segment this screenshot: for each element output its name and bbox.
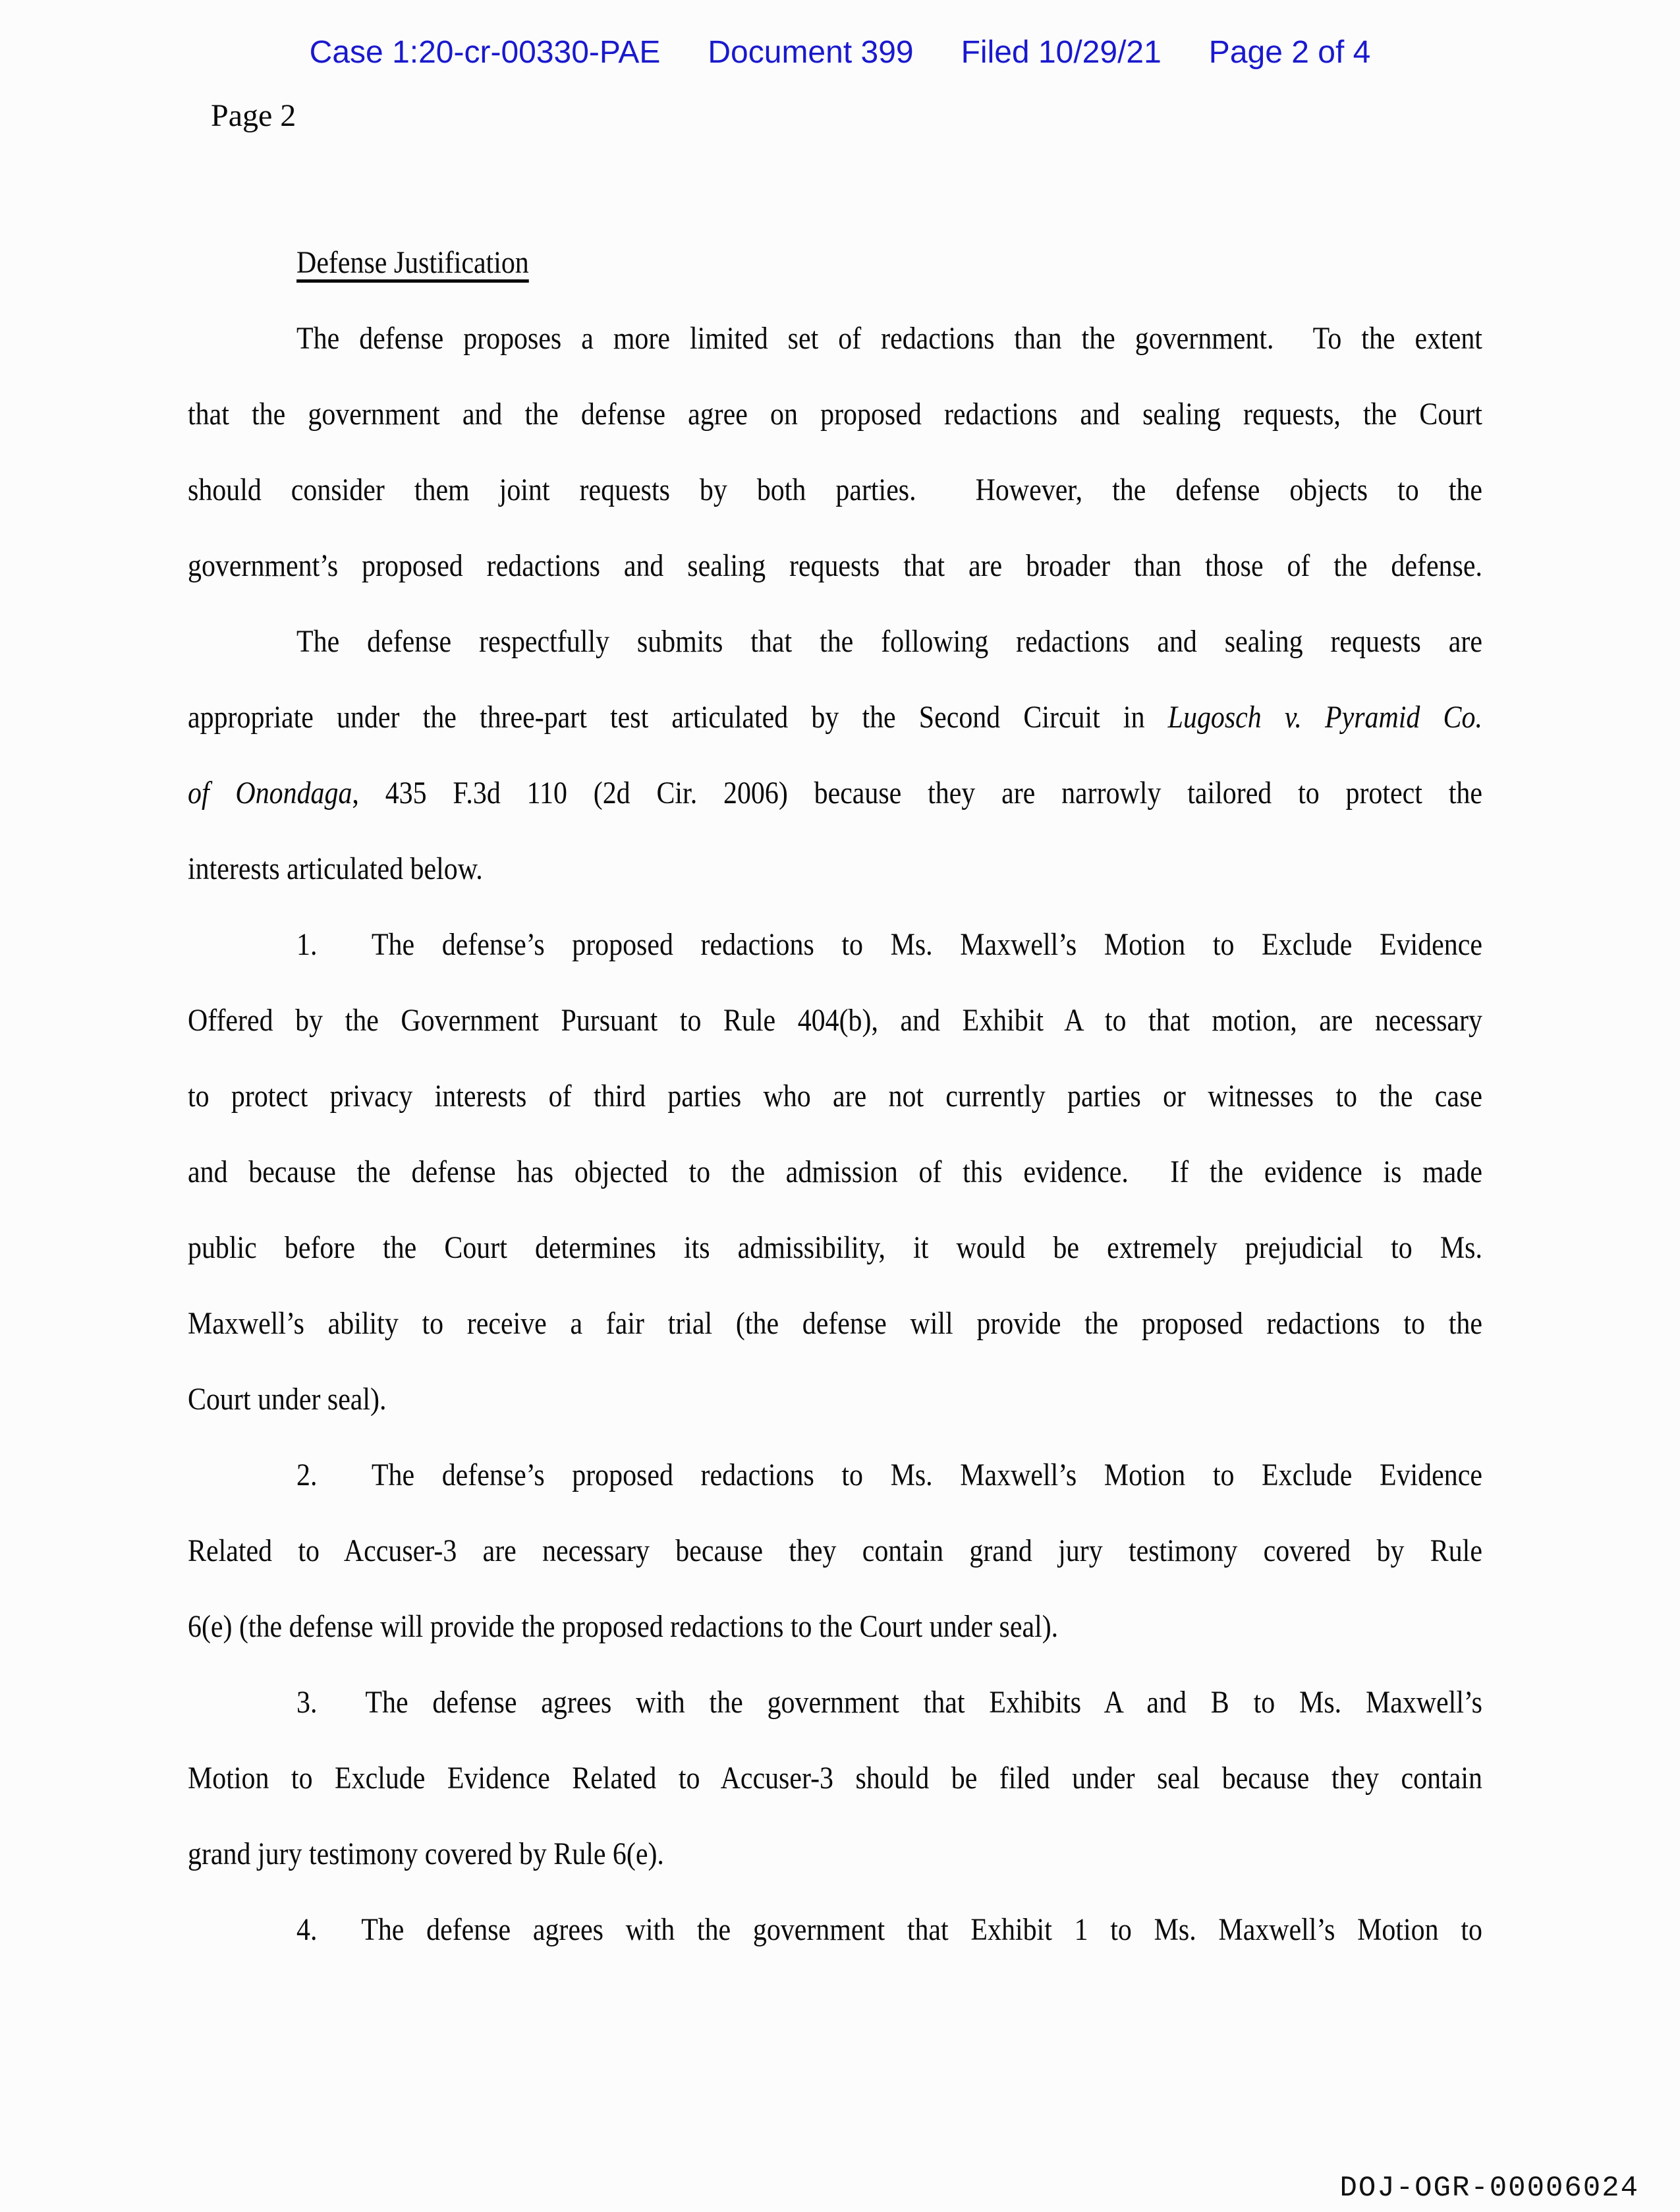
body-text-segment: 3. The defense agrees with the government that Exhibits A and B to Ms. Maxwell’s xyxy=(296,1685,1482,1720)
body-line xyxy=(188,755,1482,831)
body-text-segment: and because the defense has objected to the admission of this evidence. If the evidence is made xyxy=(188,1154,1482,1189)
body-text-segment: 2. The defense’s proposed redactions to Ms. Maxwell’s Motion to Exclude Evidence xyxy=(296,1458,1482,1492)
body-line xyxy=(188,982,1482,1058)
body-text-segment: grand jury testimony covered by Rule 6(e). xyxy=(188,1836,664,1871)
body-text-segment: The defense respectfully submits that the following redactions and sealing requests are xyxy=(296,624,1482,659)
body-text-segment: Court under seal). xyxy=(188,1382,387,1417)
body-text-segment: that the government and the defense agree on proposed redactions and sealing requests, the Court xyxy=(188,397,1482,432)
body-line xyxy=(188,376,1482,452)
body-line xyxy=(188,604,1482,679)
body-text-segment: interests articulated below. xyxy=(188,851,483,886)
court-stamp-header xyxy=(0,34,1680,71)
body-line xyxy=(188,1437,1482,1513)
body-text-segment: , 435 F.3d 110 (2d Cir. 2006) because they are narrowly tailored to protect the xyxy=(352,776,1482,810)
body-text-segment: 6(e) (the defense will provide the proposed redactions to the Court under seal). xyxy=(188,1609,1059,1644)
body-text-segment: Maxwell’s ability to receive a fair trial (the defense will provide the proposed redactions to the xyxy=(188,1306,1482,1341)
section-heading xyxy=(188,225,1482,300)
page-number-label: Page 2 xyxy=(211,98,296,133)
body-text-segment: should consider them joint requests by both parties. However, the defense objects to the xyxy=(188,472,1482,507)
body-paragraphs xyxy=(188,300,1482,1968)
body-line xyxy=(188,1286,1482,1361)
body-line xyxy=(188,1816,1482,1892)
body-text-segment: Related to Accuser-3 are necessary because they contain grand jury testimony covered by Rule xyxy=(188,1533,1482,1568)
body-line xyxy=(188,679,1482,755)
section-heading-text: Defense Justification xyxy=(296,245,529,280)
body-line xyxy=(188,1361,1482,1437)
case-citation-italic: of Onondaga xyxy=(188,776,352,810)
body-text-segment: Motion to Exclude Evidence Related to Accuser-3 should be filed under seal because they contain xyxy=(188,1761,1482,1796)
body-text-segment: government’s proposed redactions and sealing requests that are broader than those of the defense. xyxy=(188,548,1482,583)
stamp-case-number: Case 1:20-cr-00330-PAE xyxy=(309,35,661,70)
body-line xyxy=(188,1740,1482,1816)
body-line xyxy=(188,1210,1482,1286)
body-line xyxy=(188,452,1482,528)
bates-number: DOJ-OGR-00006024 xyxy=(1339,2172,1639,2205)
stamp-page-indicator: Page 2 of 4 xyxy=(1208,35,1371,70)
body-line xyxy=(188,1058,1482,1134)
document-body xyxy=(188,225,1482,1968)
body-text-segment: appropriate under the three-part test articulated by the Second Circuit in xyxy=(188,700,1168,735)
body-line xyxy=(188,300,1482,376)
body-text-segment: The defense proposes a more limited set of redactions than the government. To the extent xyxy=(296,321,1482,356)
body-text-segment: Offered by the Government Pursuant to Rule 404(b), and Exhibit A to that motion, are necessary xyxy=(188,1003,1482,1038)
body-line xyxy=(188,831,1482,907)
body-line xyxy=(188,528,1482,604)
body-text-segment: public before the Court determines its admissibility, it would be extremely prejudicial to Ms. xyxy=(188,1230,1482,1265)
stamp-filed-date: Filed 10/29/21 xyxy=(961,35,1162,70)
stamp-document-number: Document 399 xyxy=(708,35,914,70)
case-citation-italic: Lugosch v. Pyramid Co. xyxy=(1167,700,1482,735)
body-line xyxy=(188,1134,1482,1210)
body-line xyxy=(188,1664,1482,1740)
body-line xyxy=(188,907,1482,982)
body-line xyxy=(188,1892,1482,1968)
body-text-segment: 4. The defense agrees with the government that Exhibit 1 to Ms. Maxwell’s Motion to xyxy=(296,1912,1482,1947)
body-text-segment: 1. The defense’s proposed redactions to Ms. Maxwell’s Motion to Exclude Evidence xyxy=(296,927,1482,962)
body-line xyxy=(188,1589,1482,1664)
body-text-segment: to protect privacy interests of third parties who are not currently parties or witnesses to the case xyxy=(188,1079,1482,1114)
body-line xyxy=(188,1513,1482,1589)
